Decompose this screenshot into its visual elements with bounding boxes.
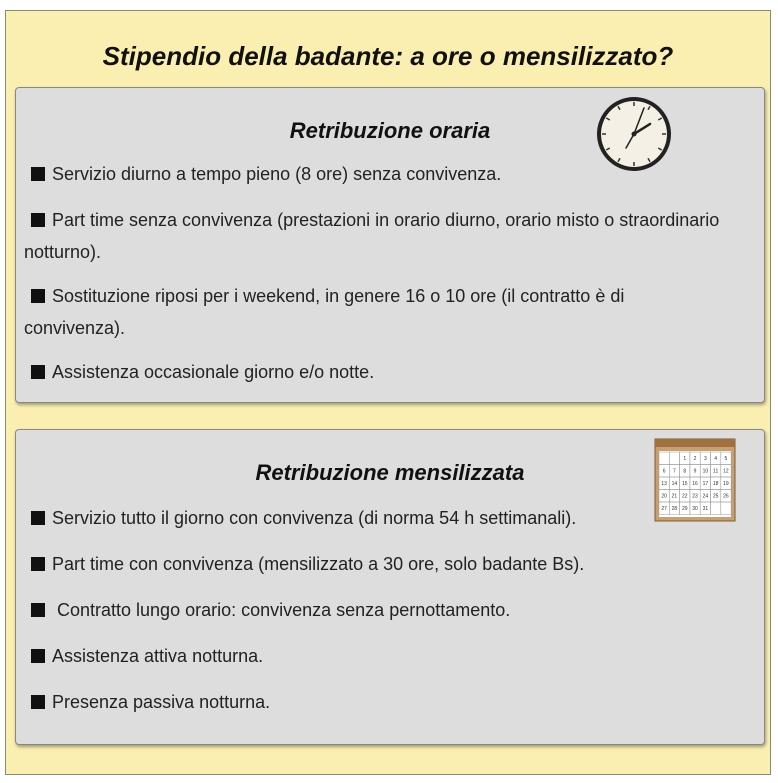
- calendar-day-label: 7: [673, 468, 676, 475]
- monthly-heading: Retribuzione mensilizzata: [255, 460, 525, 485]
- square-bullet-icon: [31, 213, 45, 227]
- square-bullet-icon: [31, 167, 45, 181]
- calendar-day-label: 11: [713, 468, 719, 475]
- list-item: Assistenza attiva notturna.: [24, 640, 724, 672]
- list-item: Sostituzione riposi per i weekend, in genere 16 o 10 ore (il contratto è di convivenza).: [24, 286, 625, 338]
- calendar-day-label: 12: [723, 468, 729, 475]
- square-bullet-icon: [31, 511, 45, 525]
- calendar-day-label: 22: [681, 493, 688, 500]
- calendar-day-label: 13: [661, 481, 667, 487]
- calendar-day-label: 30: [692, 506, 698, 512]
- calendar-day-label: 6: [662, 468, 666, 475]
- calendar-day-label: 16: [692, 481, 698, 487]
- calendar-day-label: 29: [681, 506, 688, 512]
- square-bullet-icon: [31, 649, 45, 663]
- square-bullet-icon: [31, 557, 45, 571]
- calendar-day-label: 3: [703, 456, 707, 462]
- square-bullet-icon: [31, 695, 45, 709]
- calendar-day-label: 31: [702, 506, 709, 512]
- calendar-day-label: 1: [683, 456, 687, 462]
- list-item: Part time senza convivenza (prestazioni in orario diurno, orario misto o straordinario notturno).: [24, 210, 720, 262]
- calendar-day-label: 18: [712, 481, 719, 487]
- calendar-day-label: 20: [661, 493, 667, 500]
- calendar-day-label: 26: [723, 493, 729, 500]
- list-item: Servizio tutto il giorno con convivenza (di norma 54 h settimanali).: [24, 502, 724, 534]
- calendar-day-label: 8: [683, 468, 687, 475]
- calendar-day-label: 5: [724, 456, 728, 462]
- list-item: Servizio diurno a tempo pieno (8 ore) senza convivenza.: [24, 158, 724, 190]
- calendar-day-label: 9: [693, 468, 697, 475]
- monthly-list: [24, 502, 724, 718]
- infographic-frame: [5, 10, 771, 775]
- list-item: Part time con convivenza (mensilizzato a 30 ore, solo badante Bs).: [24, 548, 724, 580]
- list-item: Presenza passiva notturna.: [24, 686, 724, 718]
- calendar-day-label: 2: [693, 456, 697, 462]
- page-title: Stipendio della badante: a ore o mensilizzato?: [102, 41, 674, 71]
- list-item: Assistenza occasionale giorno e/o notte.: [24, 356, 724, 388]
- monthly-panel: [15, 429, 765, 745]
- hourly-panel: [15, 87, 765, 403]
- calendar-day-label: 23: [692, 493, 698, 500]
- calendar-day-label: 28: [671, 506, 678, 512]
- list-item: Contratto lungo orario: convivenza senza pernottamento.: [24, 594, 724, 626]
- calendar-day-label: 25: [712, 493, 719, 500]
- calendar-day-label: 10: [702, 468, 709, 475]
- calendar-day-label: 15: [681, 481, 688, 487]
- square-bullet-icon: [31, 365, 45, 379]
- calendar-day-label: 21: [671, 493, 678, 500]
- hourly-list: [24, 158, 724, 388]
- calendar-day-label: 4: [714, 456, 718, 462]
- calendar-day-label: 14: [671, 481, 678, 487]
- hourly-heading: Retribuzione oraria: [289, 118, 491, 143]
- calendar-day-label: 17: [702, 481, 709, 487]
- calendar-day-label: 19: [723, 481, 729, 487]
- square-bullet-icon: [31, 289, 45, 303]
- calendar-day-label: 27: [661, 506, 667, 512]
- calendar-day-label: 24: [702, 493, 709, 500]
- square-bullet-icon: [31, 603, 45, 617]
